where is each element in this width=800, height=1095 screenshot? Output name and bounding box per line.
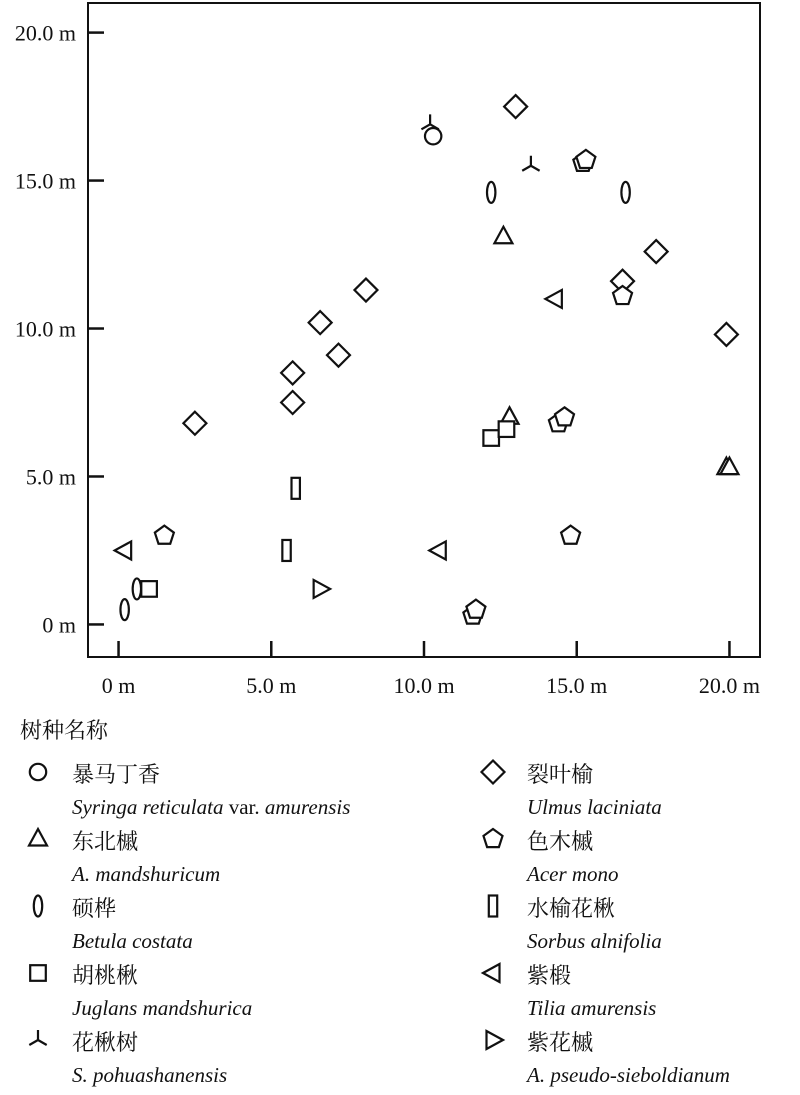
point-triangle-right [314, 580, 331, 598]
legend-label-la: Sorbus alnifolia [527, 929, 662, 953]
point-diamond [327, 344, 350, 367]
legend-marker-circle [30, 764, 46, 780]
legend-label-cn: 水榆花楸 [527, 896, 616, 921]
legend-label-cn: 暴马丁香 [72, 762, 161, 787]
point-diamond [354, 279, 377, 302]
point-diamond [715, 323, 738, 346]
legend-label-cn: 硕桦 [72, 896, 117, 921]
point-triangle-left [429, 541, 446, 559]
point-pentagon [613, 286, 632, 304]
legend-label-la: A. pseudo-sieboldianum [527, 1063, 730, 1087]
point-pentagon [576, 150, 595, 168]
legend-label-la: Betula costata [72, 929, 193, 953]
legend-marker-triangle-up [29, 829, 47, 846]
legend-label-la: Acer mono [527, 862, 619, 886]
legend-label-la: Syringa reticulata var. amurensis [72, 795, 351, 819]
legend-label-cn: 紫椴 [527, 963, 572, 988]
point-ellipse [487, 182, 495, 203]
point-triangle-left [545, 290, 562, 308]
point-diamond [281, 391, 304, 414]
point-square [141, 581, 157, 597]
point-triangle-up [494, 227, 512, 244]
point-pentagon [155, 526, 174, 544]
point-diamond [645, 240, 668, 263]
legend-label-la: Ulmus laciniata [527, 795, 662, 819]
x-tick-label: 0 m [101, 673, 136, 698]
legend-label-cn: 裂叶榆 [527, 762, 594, 787]
legend-label-cn: 花楸树 [72, 1030, 139, 1055]
point-ellipse [120, 599, 128, 620]
point-bar [282, 540, 290, 561]
point-pentagon [555, 407, 574, 425]
legend-label-cn: 紫花槭 [527, 1030, 594, 1055]
legend-marker-square [30, 965, 46, 981]
legend-marker-diamond [482, 761, 505, 784]
y-tick-label: 15.0 m [14, 168, 76, 194]
y-tick-label: 5.0 m [25, 464, 76, 490]
point-pentagon [466, 600, 485, 618]
point-diamond [309, 311, 332, 334]
x-tick-label: 5.0 m [246, 673, 297, 698]
legend-title: 树种名称 [20, 718, 109, 743]
point-pentagon [561, 526, 580, 544]
legend-marker-ellipse [34, 896, 42, 917]
legend-marker-triangle-left [483, 964, 500, 982]
y-tick-label: 10.0 m [14, 316, 76, 342]
x-tick-label: 20.0 m [698, 673, 761, 698]
legend-label-la: Juglans mandshurica [72, 996, 253, 1020]
y-tick-label: 20.0 m [14, 20, 76, 46]
point-bar [292, 478, 300, 499]
plot-frame [88, 3, 760, 657]
legend-label-cn: 东北槭 [72, 829, 139, 854]
legend-marker-triangle-right [487, 1031, 504, 1049]
point-triangle-left [115, 541, 131, 559]
point-square [499, 421, 515, 437]
x-tick-label: 15.0 m [546, 673, 608, 698]
point-square [483, 430, 499, 446]
legend-label-cn: 胡桃楸 [72, 963, 139, 988]
y-tick-label: 0 m [42, 612, 76, 638]
point-circle [425, 128, 441, 144]
legend-marker-pentagon [483, 829, 502, 847]
x-tick-label: 10.0 m [393, 673, 455, 698]
legend-label-la: S. pohuashanensis [72, 1063, 228, 1087]
legend-label-la: Tilia amurensis [527, 996, 657, 1020]
legend-marker-bar [489, 896, 497, 917]
legend-marker-tri-star [29, 1030, 46, 1045]
point-tri-star [522, 156, 539, 171]
legend-label-la: A. mandshuricum [72, 862, 221, 886]
point-ellipse [621, 182, 629, 203]
point-diamond [281, 361, 304, 384]
point-diamond [504, 95, 527, 118]
point-tri-star [421, 114, 438, 129]
point-ellipse [133, 578, 141, 599]
legend-label-cn: 色木槭 [527, 829, 594, 854]
point-diamond [183, 412, 206, 435]
